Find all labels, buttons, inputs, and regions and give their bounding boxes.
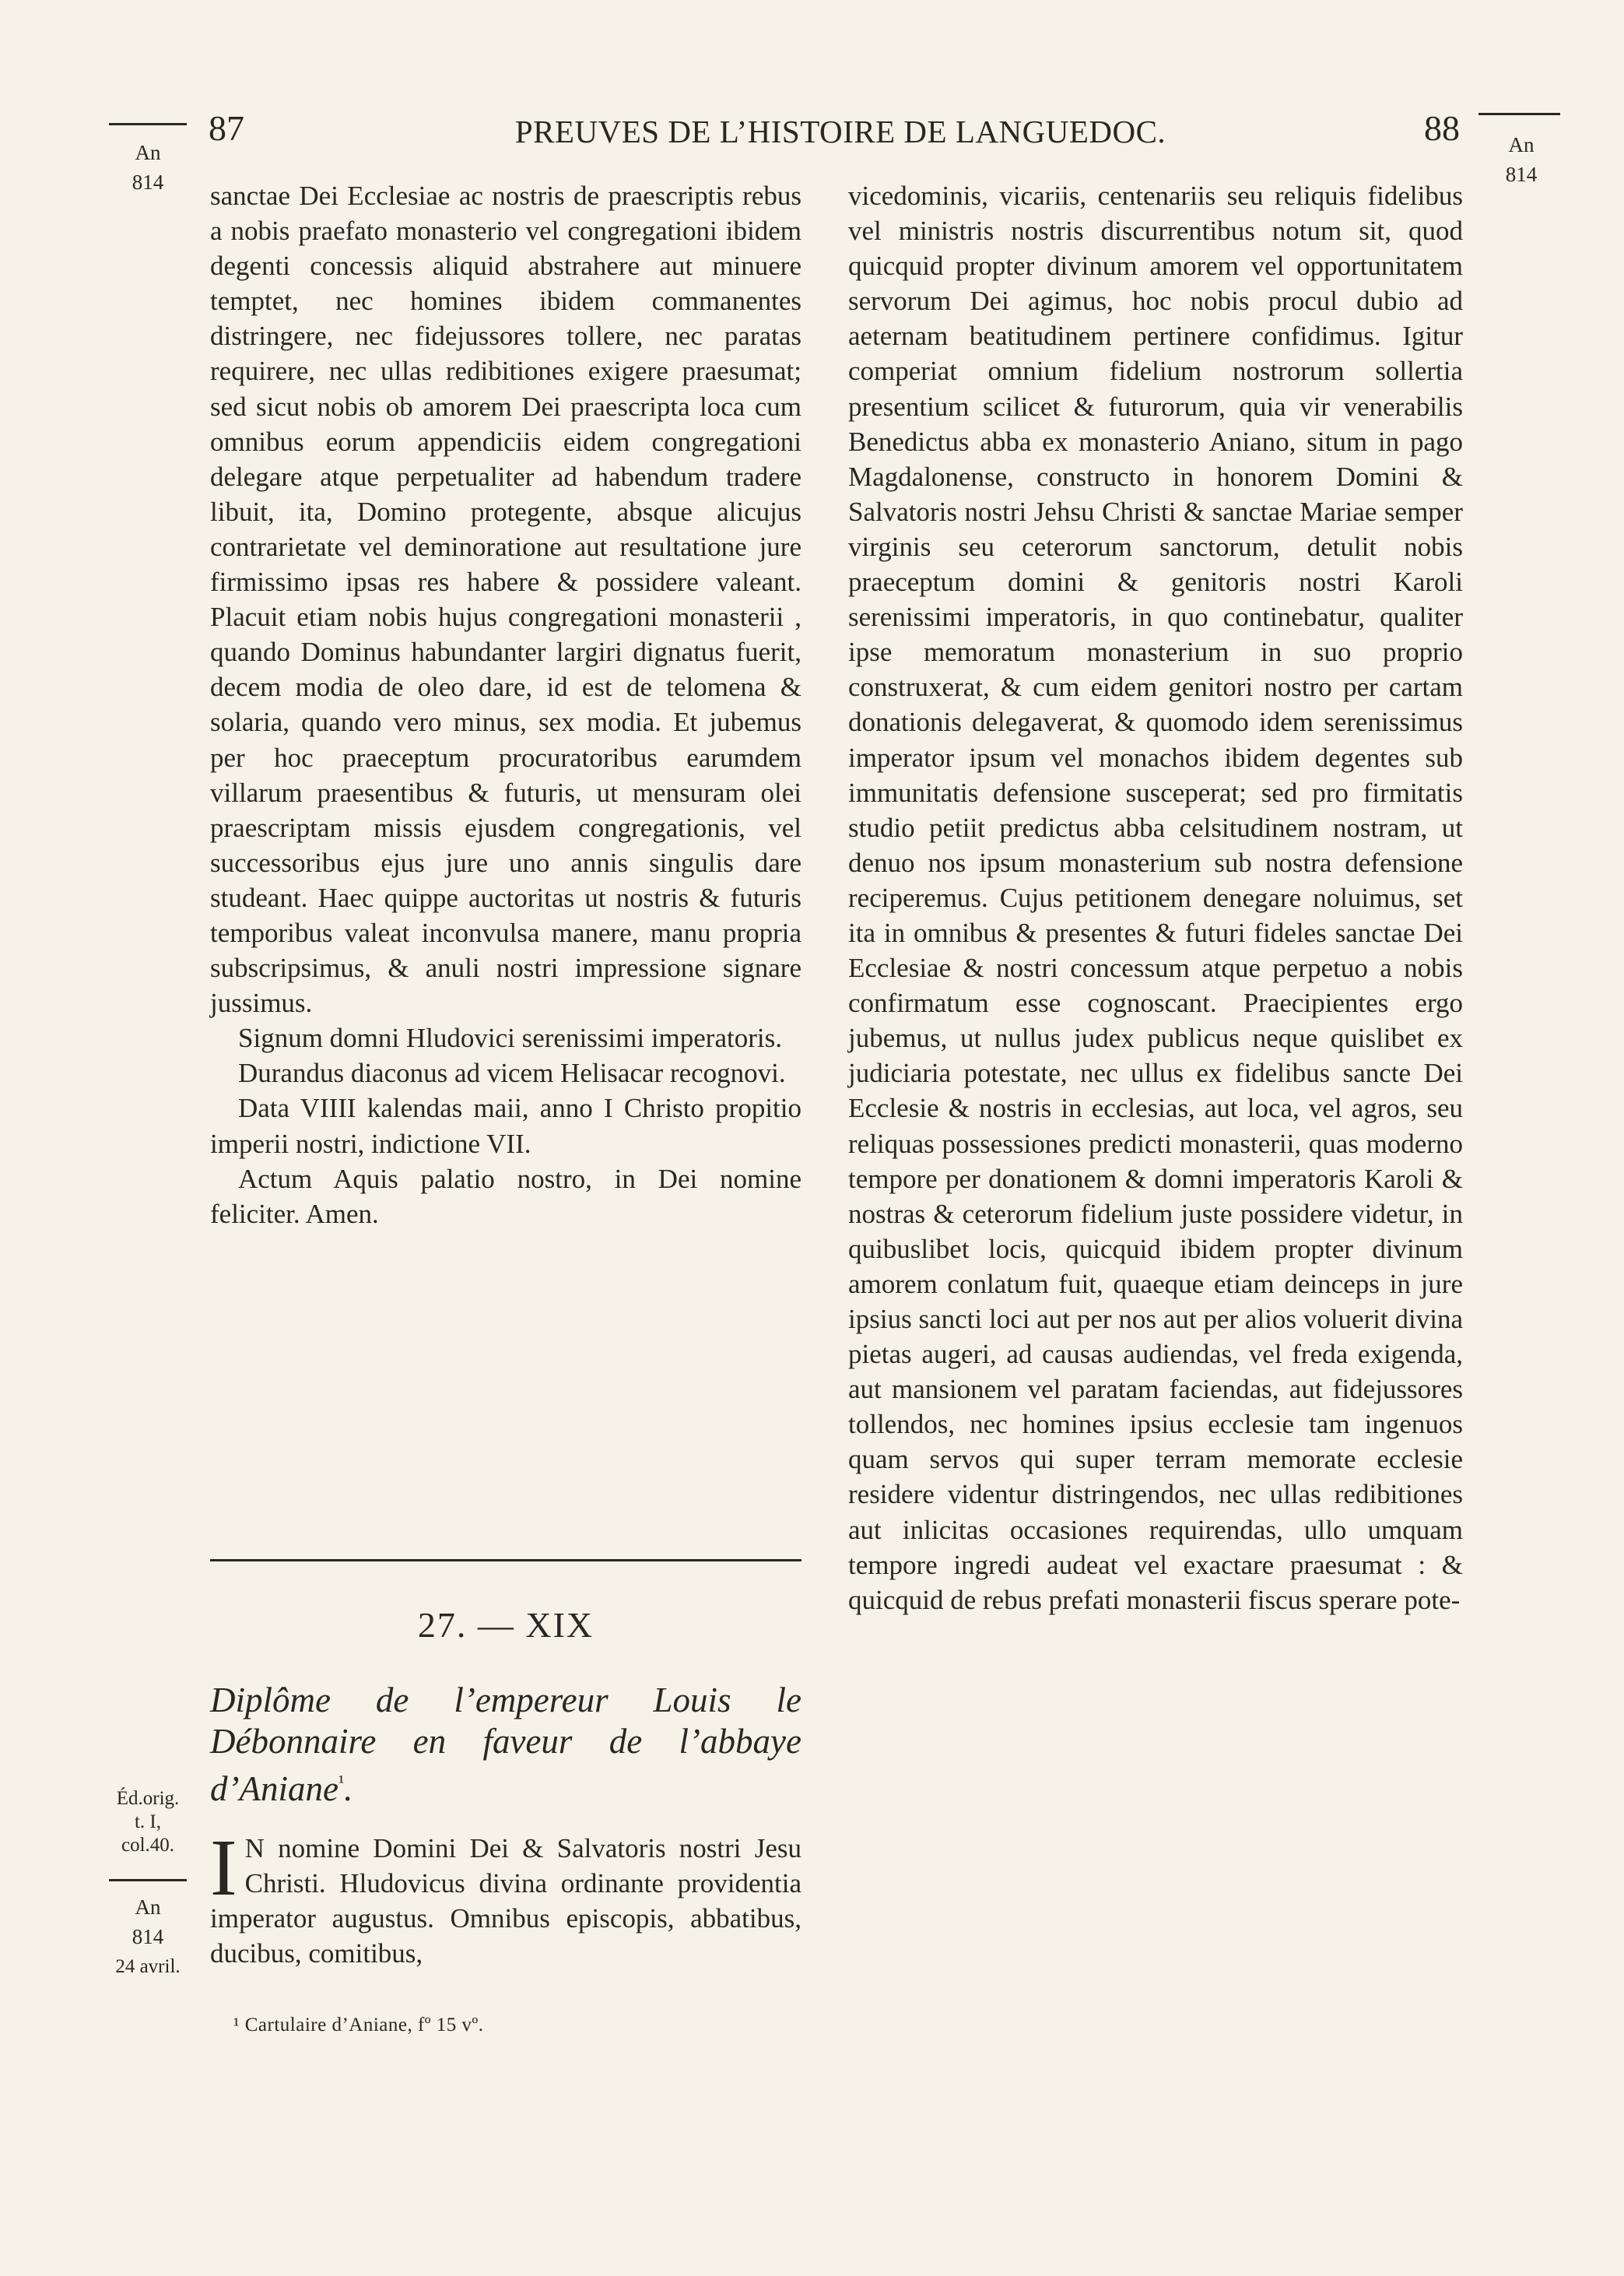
document-title-text: Diplôme de l’empereur Louis le Débonnaire en faveur de l’abbaye d’Aniane [210, 1681, 801, 1808]
running-head-title: PREUVES DE L’HISTOIRE DE LANGUEDOC. [514, 114, 1166, 149]
footnote-reference[interactable]: ¹ [338, 1772, 345, 1793]
page-number-right: 88 [1424, 108, 1460, 148]
right-text-column [848, 178, 1463, 1617]
second-margin-date: 24 avril. [115, 1956, 181, 1977]
signature-line: Signum domni Hludovici serenissimi imperatoris. [238, 1023, 782, 1054]
right-margin-year-label: An [1508, 133, 1535, 156]
actum-line: Actum Aquis palatio nostro, in Dei nomine feliciter. Amen. [210, 1163, 801, 1229]
right-paragraph: vicedominis, vicariis, centenariis seu reliquis fidelibus vel ministris nostris discurrentibus notum sit, quod quicquid propter divinum amorem vel opportunitatem servorum Dei agimus, hoc nobis procul dubio ad aeternam beatitudinem pertinere confidimus. Igitur comperiat omnium fidelium nostrorum sollertia presentium scilicet & futurorum, quia vir venerabilis Benedictus abba ex monasterio Aniano, situm in pago Magdalonense, constructo in honorem Domini & Salvatoris nostri Jehsu Christi & sanctae Mariae semper virginis seu ceterorum sanctorum, detulit nobis praeceptum domini & genitoris nostri Karoli serenissimi imperatoris, in quo continebatur, qualiter ipse memoratum monasterium in suo proprio construxerat, & cum eidem genitori nostro per cartam donationis delegaverat, & quomodo idem serenissimus imperator ipsum vel monachos ibidem degentes sub immunitatis defensione susceperat; sed pro firmitatis studio petiit predictus abba celsitudinem nostram, ut denuo nos ipsum monasterium sub nostra defensione reciperemus. Cujus petitionem denegare noluimus, set ita in omnibus & presentes & futuri fideles sanctae Dei Ecclesiae & nostri concessum atque perpetuo a nobis confirmatum esse cognoscant. Praecipientes ergo jubemus, ut nullus judex publicus neque quislibet ex judiciaria potestate, nec ullus ex fidelibus sancte Dei Ecclesie & nostris in ecclesias, aut loca, vel agros, seu reliquas possessiones predicti monasterii, quas moderno tempore per donationem & domni imperatoris Karoli & nostras & ceterorum fidelium juste possidere videtur, in quibuslibet locis, quicquid ibidem propter divinum amorem conlatum fuit, quaeque etiam deinceps in jure ipsius sancti loci aut per nos aut per alios voluerit divina pietas augeri, ad causas audiendas, vel freda exigenda, aut mansionem vel paratam faciendas, aut fidejussores tollendos, nec homines ipsius ecclesie tam ingenuos quam servos qui super terram memorate ecclesie residere videntur distringendos, nec ullas redibitiones aut inlicitas occasiones requirendas, ullo umquam tempore ingredi audeat vel exactare praesumat : & quicquid de rebus prefati monasterii fiscus sperare pote- [848, 181, 1463, 1615]
page-number-left: 87 [209, 108, 244, 148]
date-line: Data VIIII kalendas maii, anno I Christo propitio imperii nostri, indictione VII. [210, 1093, 801, 1159]
recognition-line: Durandus diaconus ad vicem Helisacar recognovi. [238, 1058, 786, 1089]
left-margin-rule-bottom [109, 1879, 187, 1881]
document-number: 27. — XIX [417, 1605, 595, 1645]
right-margin-rule-top [1478, 113, 1560, 115]
drop-cap: I [210, 1823, 237, 1912]
document-title [210, 1680, 801, 1810]
left-margin-year: 814 [132, 170, 164, 194]
edition-note-line-1: Éd.orig. [116, 1788, 180, 1809]
left-paragraph: sanctae Dei Ecclesiae ac nostris de praescriptis rebus a nobis praefato monasterio vel congregationi ibidem degenti concessis aliquid abstrahere aut minuere temptet, nec homines ibidem commanentes distringere, nec fidejussores tollere, nec paratas requirere, nec ullas redibitiones exigere praesumat; sed sicut nobis ob amorem Dei praescripta loca cum omnibus eorum appendiciis eidem congregationi delegare atque perpetualiter ad habendum tradere libuit, ita, Domino protegente, absque alicujus contrarietate vel deminoratione aut resultatione jure firmissimo ipsas res habere & possidere valeant. Placuit etiam nobis hujus congregationi monasterii , quando Dominus habundanter largiri dignatus fuerit, decem modia de oleo dare, id est de telomena & solaria, quando vero minus, sex modia. Et jubemus per hoc praeceptum procuratoribus earumdem villarum praesentibus & futuris, ut mensuram olei praescriptam missis ejusdem congregationis, vel successoribus ejus jure uno annis singulis dare studeant. Haec quippe auctoritas ut nostris & futuris temporibus valeat inconvulsa manere, manu propria subscripsimus, & anuli nostri impressione signare jussimus. [210, 181, 801, 1019]
left-text-column [210, 178, 801, 1231]
second-margin-year-label: An [135, 1895, 161, 1919]
footnote: ¹ Cartulaire d’Aniane, fº 15 vº. [233, 2014, 484, 2035]
left-margin-year-label: An [135, 141, 161, 164]
section-divider [210, 1559, 801, 1561]
left-margin-rule-top [109, 123, 187, 125]
document-opening [210, 1823, 801, 1971]
document-opening-text: N nomine Domini Dei & Salvatoris nostri Jesu Christi. Hludovicus divina ordinante providentia imperator augustus. Omnibus episcopis, abbatibus, ducibus, comitibus, [210, 1833, 801, 1969]
document-title-end: . [344, 1769, 353, 1808]
right-margin-year: 814 [1505, 163, 1538, 186]
second-margin-year: 814 [132, 1925, 164, 1948]
edition-note-line-3: col.40. [121, 1835, 175, 1856]
edition-note-line-2: t. I, [134, 1811, 162, 1832]
